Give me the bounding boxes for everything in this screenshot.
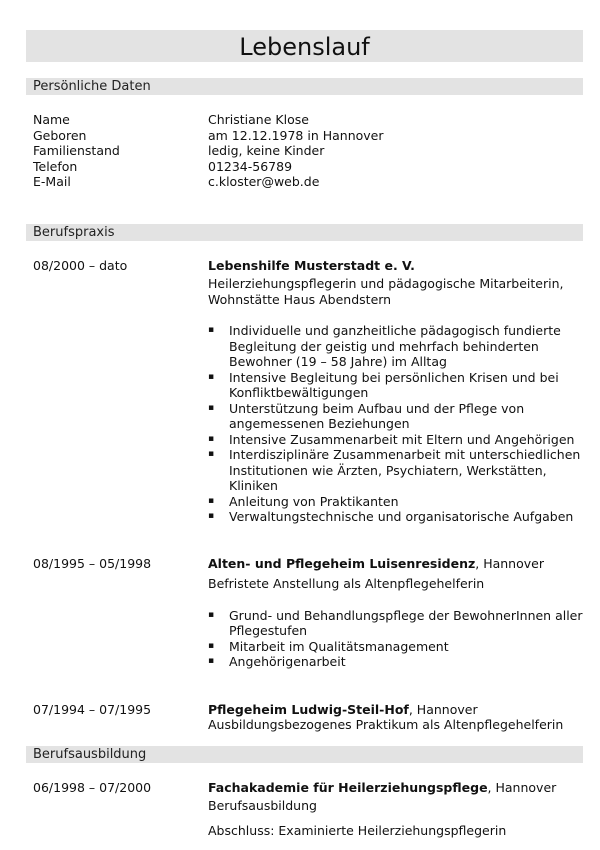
task-list bbox=[208, 608, 583, 670]
task-item: ▪ Intensive Begleitung bei persönlichen Krisen und bei Konfliktbewältigungen bbox=[208, 370, 583, 401]
employer-name: Pflegeheim Ludwig-Steil-Hof bbox=[208, 701, 409, 717]
personal-row-birth bbox=[26, 128, 583, 144]
work-details bbox=[208, 702, 583, 733]
task-item: ▪ Individuelle und ganzheitliche pädagogisch fundierte Begleitung der geistig und mehrfach behinderten Bewohner (19 – 58 Jahre) im Alltag bbox=[208, 323, 583, 370]
education-details bbox=[208, 780, 583, 839]
education-date: 06/1998 – 07/2000 bbox=[33, 779, 152, 795]
email-value: c.kloster@web.de bbox=[208, 174, 320, 189]
task-item: ▪ Mitarbeit im Qualitätsmanagement bbox=[208, 639, 583, 655]
section-heading-personal: Persönliche Daten bbox=[26, 78, 583, 95]
task-item: ▪ Grund- und Behandlungspflege der BewohnerInnen aller Pflegestufen bbox=[208, 608, 583, 639]
task-item: ▪ Anleitung von Praktikanten bbox=[208, 494, 583, 510]
personal-row-email bbox=[26, 174, 583, 190]
education-type: Berufsausbildung bbox=[208, 798, 317, 813]
school-location: , Hannover bbox=[487, 779, 557, 795]
personal-value: Christiane Klose bbox=[208, 112, 309, 127]
personal-value: ledig, keine Kinder bbox=[208, 143, 325, 158]
work-date: 08/1995 – 05/1998 bbox=[33, 555, 152, 571]
section-heading-education: Berufsausbildung bbox=[26, 746, 583, 763]
personal-value: 01234-56789 bbox=[208, 158, 293, 174]
employer-name: Lebenshilfe Musterstadt e. V. bbox=[208, 257, 415, 273]
work-date: 08/2000 – dato bbox=[33, 257, 128, 273]
work-date: 07/1994 – 07/1995 bbox=[33, 701, 152, 717]
work-role: Ausbildungsbezogenes Praktikum als Altenpflegehelferin bbox=[208, 717, 564, 732]
employer-location: , Hannover bbox=[475, 555, 544, 571]
task-item: ▪ Angehörigenarbeit bbox=[208, 654, 583, 670]
personal-label: Telefon bbox=[33, 158, 78, 174]
task-item: ▪ Intensive Zusammenarbeit mit Eltern und Angehörigen bbox=[208, 432, 583, 448]
personal-row-name bbox=[26, 112, 583, 128]
task-item: ▪ Interdisziplinäre Zusammenarbeit mit unterschiedlichen Institutionen wie Ärzten, Psychiatern, Werkstätten, Kliniken bbox=[208, 447, 583, 494]
section-heading-work: Berufspraxis bbox=[26, 224, 583, 241]
page-title: Lebenslauf bbox=[26, 30, 583, 62]
school-name: Fachakademie für Heilerziehungspflege bbox=[208, 779, 488, 795]
work-entry bbox=[26, 556, 583, 670]
work-role: Befristete Anstellung als Altenpflegehelferin bbox=[208, 576, 485, 591]
employer-location: , Hannover bbox=[408, 701, 478, 717]
education-note: Abschluss: Examinierte Heilerziehungspflegerin bbox=[208, 822, 507, 838]
work-details bbox=[208, 258, 583, 525]
task-item: ▪ Unterstützung beim Aufbau und der Pflege von angemessenen Beziehungen bbox=[208, 401, 583, 432]
work-details bbox=[208, 556, 583, 670]
education-entry bbox=[26, 780, 583, 839]
work-entry bbox=[26, 702, 583, 733]
personal-row-family bbox=[26, 143, 583, 159]
work-entry bbox=[26, 258, 583, 525]
personal-data-list bbox=[26, 112, 583, 190]
task-list bbox=[208, 323, 583, 525]
work-role: Heilerziehungspflegerin und pädagogische Mitarbeiterin, Wohnstätte Haus Abendstern bbox=[208, 276, 564, 307]
personal-label: Geboren bbox=[33, 127, 87, 143]
personal-label: Name bbox=[33, 112, 70, 127]
personal-row-phone bbox=[26, 159, 583, 175]
personal-value: am 12.12.1978 in Hannover bbox=[208, 127, 384, 143]
personal-label: E-Mail bbox=[33, 174, 71, 189]
task-item: ▪ Verwaltungstechnische und organisatorische Aufgaben bbox=[208, 509, 583, 525]
cv-page bbox=[26, 30, 583, 838]
personal-label: Familienstand bbox=[33, 143, 120, 158]
employer-name: Alten- und Pflegeheim Luisenresidenz bbox=[208, 555, 476, 571]
